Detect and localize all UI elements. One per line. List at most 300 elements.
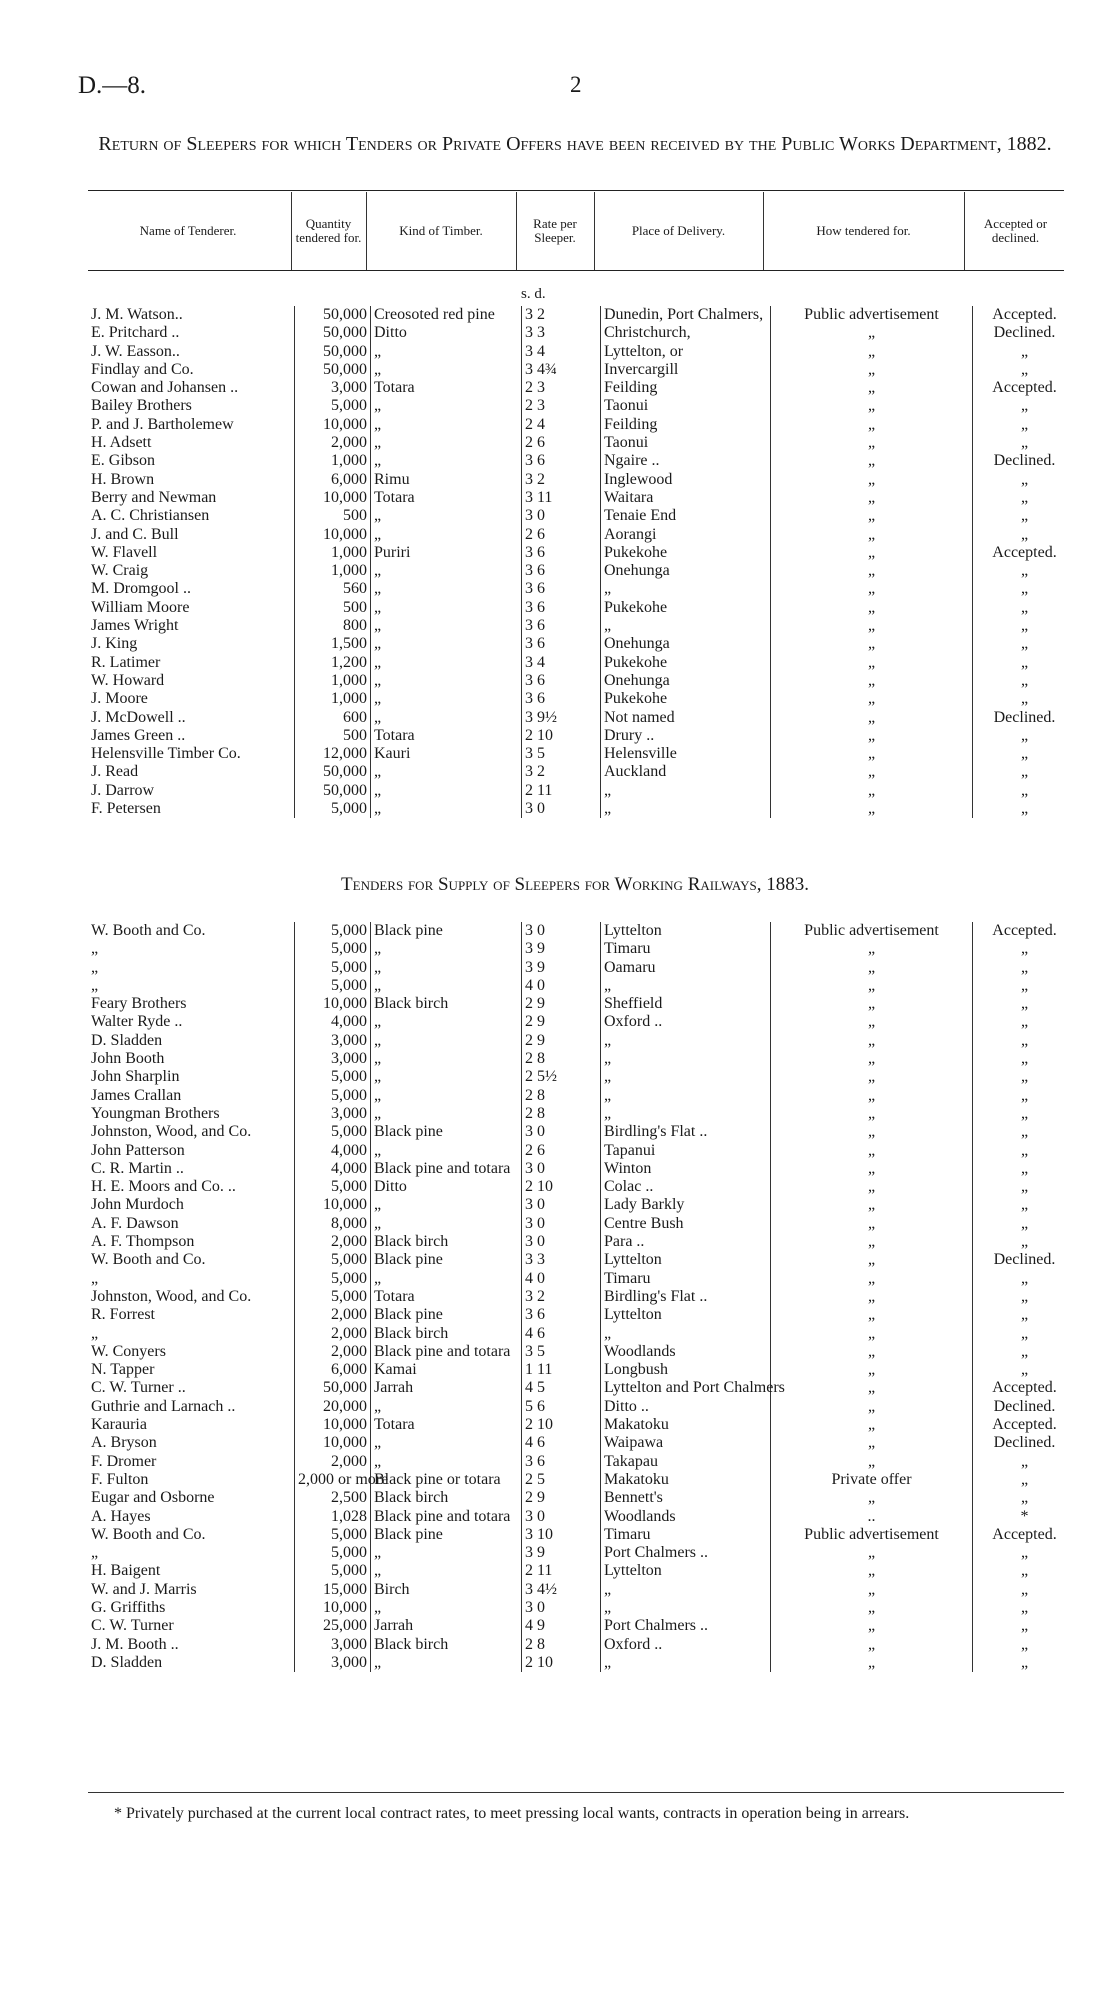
table-row: [88, 1581, 1076, 1599]
cell-name: A. F. Thompson: [91, 1233, 195, 1251]
table-row: [88, 324, 1076, 342]
cell-how: „: [771, 1398, 973, 1416]
cell-place: „: [604, 1653, 612, 1671]
cell-acc: „: [1020, 940, 1029, 958]
cell-acc: Declined.: [993, 1251, 1056, 1269]
cell-qty: 15,000: [295, 1581, 371, 1599]
cell-qty: 2,000: [295, 1325, 371, 1343]
cell-qty: 5,000: [295, 1562, 371, 1580]
cell-name: W. Craig: [91, 562, 149, 580]
cell-acc: Accepted.: [992, 1416, 1057, 1434]
cell-name: Findlay and Co.: [91, 360, 194, 378]
cell-kind: „: [374, 976, 382, 994]
cell-how: Private offer: [771, 1471, 973, 1489]
cell-rate: 4 5: [522, 1379, 601, 1397]
cell-name: E. Gibson: [91, 452, 155, 470]
cell-acc: „: [1020, 995, 1029, 1013]
cell-kind: „: [374, 940, 382, 958]
cell-rate: 3 6: [522, 1306, 601, 1324]
cell-name: J. McDowell ..: [91, 708, 186, 726]
cell-place: Colac ..: [604, 1178, 654, 1196]
cell-qty: 4,000: [295, 1142, 371, 1160]
cell-name: „: [91, 976, 99, 994]
cell-rate: 2 10: [522, 727, 601, 745]
cell-acc: „: [1020, 1324, 1029, 1342]
cell-rate: 3 4½: [522, 1581, 601, 1599]
cell-acc: *: [1020, 1507, 1029, 1525]
cell-name: W. Conyers: [91, 1342, 166, 1360]
cell-acc: „: [1020, 1196, 1029, 1214]
document-reference: D.—8.: [78, 72, 147, 99]
cell-place: Port Chalmers ..: [604, 1617, 708, 1635]
cell-rate: 2 9: [522, 1013, 601, 1031]
cell-rate: 3 3: [522, 324, 601, 342]
table-row: [88, 977, 1076, 995]
cell-rate: 3 3: [522, 1251, 601, 1269]
cell-rate: 3 0: [522, 1599, 601, 1617]
cell-how: „: [771, 489, 973, 507]
col-header-quantity: Quantity tendered for.: [295, 216, 362, 245]
cell-qty: 1,000: [295, 562, 371, 580]
cell-place: „: [604, 617, 612, 635]
table-row: [88, 1288, 1076, 1306]
cell-name: „: [91, 940, 99, 958]
cell-place: Lyttelton: [604, 922, 662, 939]
column-headers: [88, 192, 1064, 270]
cell-how: „: [771, 434, 973, 452]
cell-name: J. Moore: [91, 690, 148, 708]
cell-place: Bennett's: [604, 1489, 663, 1507]
cell-place: Drury ..: [604, 726, 655, 744]
cell-rate: 3 6: [522, 635, 601, 653]
cell-rate: 2 5: [522, 1471, 601, 1489]
cell-kind: „: [374, 1214, 382, 1232]
table-row: [88, 343, 1076, 361]
cell-place: Not named: [604, 708, 675, 726]
cell-rate: 2 10: [522, 1654, 601, 1672]
cell-kind: „: [374, 781, 382, 799]
cell-acc: „: [1020, 1269, 1029, 1287]
cell-acc: „: [1020, 598, 1029, 616]
cell-name: W. Howard: [91, 671, 165, 689]
cell-kind: „: [374, 653, 382, 671]
cell-how: „: [771, 526, 973, 544]
cell-how: „: [771, 324, 973, 342]
cell-how: „: [771, 1544, 973, 1562]
cell-place: Winton: [604, 1159, 652, 1177]
cell-how: „: [771, 977, 973, 995]
cell-rate: 2 8: [522, 1636, 601, 1654]
cell-how: „: [771, 1581, 973, 1599]
cell-kind: Ditto: [374, 1178, 407, 1196]
sleepers-1882-table: [88, 306, 1076, 818]
cell-kind: Puriri: [374, 543, 411, 561]
cell-acc: Accepted.: [992, 543, 1057, 561]
cell-kind: „: [374, 1086, 382, 1104]
cell-name: John Sharplin: [91, 1068, 180, 1086]
cell-name: W. and J. Marris: [91, 1580, 197, 1598]
cell-name: J. Darrow: [91, 781, 155, 799]
cell-kind: Black birch: [374, 1635, 449, 1653]
cell-acc: „: [1020, 1489, 1029, 1507]
cell-kind: „: [374, 598, 382, 616]
cell-place: Helensville: [604, 745, 677, 763]
cell-kind: „: [374, 1013, 382, 1031]
cell-place: „: [604, 1324, 612, 1342]
cell-place: Waitara: [604, 488, 654, 506]
cell-how: Public advertisement: [771, 922, 973, 940]
cell-acc: „: [1020, 1233, 1029, 1251]
cell-name: C. W. Turner: [91, 1617, 174, 1635]
cell-name: J. M. Watson..: [91, 306, 183, 323]
cell-name: H. Baigent: [91, 1562, 161, 1580]
cell-how: „: [771, 1142, 973, 1160]
cell-qty: 25,000: [295, 1617, 371, 1635]
cell-acc: „: [1020, 562, 1029, 580]
cell-rate: 3 6: [522, 580, 601, 598]
cell-place: Taonui: [604, 397, 649, 415]
cell-place: Longbush: [604, 1361, 668, 1379]
cell-name: Walter Ryde ..: [91, 1013, 183, 1031]
cell-place: Feilding: [604, 415, 658, 433]
cell-acc: „: [1020, 653, 1029, 671]
cell-kind: Totara: [374, 1416, 415, 1434]
page-number: 2: [570, 72, 582, 97]
cell-how: Public advertisement: [771, 1526, 973, 1544]
cell-kind: „: [374, 1269, 382, 1287]
table-row: [88, 1105, 1076, 1123]
cell-place: Lyttelton: [604, 1562, 662, 1580]
cell-place: Timaru: [604, 1269, 651, 1287]
cell-acc: „: [1020, 1361, 1029, 1379]
cell-name: E. Pritchard ..: [91, 324, 180, 342]
cell-place: „: [604, 1598, 612, 1616]
table-row: [88, 507, 1076, 525]
rate-units: s. d.: [521, 286, 546, 302]
cell-acc: „: [1020, 1214, 1029, 1232]
cell-how: „: [771, 599, 973, 617]
cell-rate: 3 0: [522, 1160, 601, 1178]
cell-rate: 4 0: [522, 1270, 601, 1288]
cell-rate: 4 6: [522, 1325, 601, 1343]
cell-acc: Accepted.: [992, 922, 1057, 939]
cell-qty: 10,000: [295, 1599, 371, 1617]
cell-rate: 3 4¾: [522, 361, 601, 379]
cell-name: N. Tapper: [91, 1361, 155, 1379]
cell-place: Lyttelton: [604, 1251, 662, 1269]
table-row: [88, 1489, 1076, 1507]
cell-rate: 2 3: [522, 397, 601, 415]
cell-qty: 3,000: [295, 1654, 371, 1672]
cell-rate: 4 9: [522, 1617, 601, 1635]
table-row: [88, 709, 1076, 727]
cell-kind: „: [374, 1050, 382, 1068]
cell-acc: „: [1020, 726, 1029, 744]
cell-qty: 5,000: [295, 1270, 371, 1288]
cell-how: „: [771, 1453, 973, 1471]
cell-qty: 10,000: [295, 416, 371, 434]
cell-how: „: [771, 763, 973, 781]
table-row: [88, 1050, 1076, 1068]
cell-how: „: [771, 1416, 973, 1434]
cell-rate: 2 10: [522, 1178, 601, 1196]
cell-how: „: [771, 1032, 973, 1050]
table-row: [88, 1379, 1076, 1397]
cell-rate: 3 5: [522, 745, 601, 763]
table-row: [88, 1306, 1076, 1324]
cell-kind: „: [374, 958, 382, 976]
cell-acc: „: [1020, 763, 1029, 781]
table-row: [88, 617, 1076, 635]
table-row: [88, 654, 1076, 672]
cell-acc: „: [1020, 1141, 1029, 1159]
table-row: [88, 526, 1076, 544]
cell-qty: 5,000: [295, 1178, 371, 1196]
cell-acc: „: [1020, 976, 1029, 994]
col-header-accepted: Accepted or declined.: [983, 216, 1048, 245]
cell-place: Sheffield: [604, 995, 663, 1013]
cell-name: „: [91, 958, 99, 976]
cell-kind: Black pine: [374, 1306, 443, 1324]
cell-place: Woodlands: [604, 1507, 676, 1525]
cell-place: Birdling's Flat ..: [604, 1287, 708, 1305]
cell-qty: 500: [295, 727, 371, 745]
cell-how: „: [771, 416, 973, 434]
cell-qty: 5,000: [295, 922, 371, 940]
cell-how: „: [771, 1050, 973, 1068]
cell-rate: 3 6: [522, 1453, 601, 1471]
cell-name: Eugar and Osborne: [91, 1489, 215, 1507]
cell-name: John Murdoch: [91, 1196, 184, 1214]
cell-place: „: [604, 976, 612, 994]
cell-acc: „: [1020, 1470, 1029, 1488]
cell-qty: 5,000: [295, 1087, 371, 1105]
cell-name: W. Booth and Co.: [91, 1525, 206, 1543]
table-row: [88, 1526, 1076, 1544]
table-row: [88, 599, 1076, 617]
cell-rate: 3 4: [522, 654, 601, 672]
cell-name: A. Hayes: [91, 1507, 151, 1525]
cell-qty: 5,000: [295, 940, 371, 958]
cell-kind: „: [374, 415, 382, 433]
cell-rate: 3 6: [522, 690, 601, 708]
cell-name: D. Sladden: [91, 1031, 163, 1049]
cell-kind: Black pine and totara: [374, 1507, 511, 1525]
cell-how: „: [771, 745, 973, 763]
cell-name: J. and C. Bull: [91, 525, 179, 543]
header-top-rule: [88, 190, 1064, 191]
cell-kind: „: [374, 690, 382, 708]
cell-kind: „: [374, 342, 382, 360]
cell-kind: „: [374, 434, 382, 452]
cell-how: „: [771, 562, 973, 580]
cell-place: Taonui: [604, 434, 649, 452]
cell-qty: 5,000: [295, 1068, 371, 1086]
table-row: [88, 1013, 1076, 1031]
table-row: [88, 1123, 1076, 1141]
cell-name: D. Sladden: [91, 1653, 163, 1671]
table-row: [88, 922, 1076, 940]
cell-acc: „: [1020, 1562, 1029, 1580]
cell-how: „: [771, 617, 973, 635]
table-row: [88, 763, 1076, 781]
cell-rate: 3 5: [522, 1343, 601, 1361]
cell-qty: 5,000: [295, 1288, 371, 1306]
cell-name: Berry and Newman: [91, 488, 217, 506]
cell-how: „: [771, 672, 973, 690]
cell-acc: „: [1020, 488, 1029, 506]
table-row: [88, 1160, 1076, 1178]
cell-acc: „: [1020, 800, 1029, 818]
table-row: [88, 1215, 1076, 1233]
cell-how: „: [771, 800, 973, 818]
cell-acc: „: [1020, 507, 1029, 525]
cell-kind: Totara: [374, 726, 415, 744]
cell-place: Ditto ..: [604, 1397, 649, 1415]
table-row: [88, 580, 1076, 598]
cell-acc: „: [1020, 1013, 1029, 1031]
cell-how: „: [771, 959, 973, 977]
col-header-rate: Rate per Sleeper.: [533, 216, 577, 245]
cell-kind: Black pine: [374, 1123, 443, 1141]
cell-rate: 2 9: [522, 1489, 601, 1507]
cell-how: „: [771, 1178, 973, 1196]
cell-place: Inglewood: [604, 470, 673, 488]
cell-how: ..: [771, 1508, 973, 1526]
cell-qty: 1,028: [295, 1508, 371, 1526]
cell-kind: „: [374, 671, 382, 689]
cell-how: „: [771, 654, 973, 672]
table-row: [88, 1270, 1076, 1288]
cell-acc: „: [1020, 1452, 1029, 1470]
cell-acc: „: [1020, 1159, 1029, 1177]
cell-kind: Black pine and totara: [374, 1159, 511, 1177]
cell-rate: 3 0: [522, 507, 601, 525]
cell-place: „: [604, 580, 612, 598]
cell-kind: Black pine or totara: [374, 1470, 501, 1488]
cell-rate: 1 11: [522, 1361, 601, 1379]
cell-place: Centre Bush: [604, 1214, 684, 1232]
cell-name: A. F. Dawson: [91, 1214, 179, 1232]
cell-place: „: [604, 1050, 612, 1068]
footnote: * Privately purchased at the current local contract rates, to meet pressing local wants, contracts in operation being in arrears.: [114, 1805, 910, 1822]
cell-place: Auckland: [604, 763, 667, 781]
cell-how: „: [771, 397, 973, 415]
cell-place: Oamaru: [604, 958, 656, 976]
cell-how: „: [771, 690, 973, 708]
cell-name: W. Flavell: [91, 543, 158, 561]
table-row: [88, 1178, 1076, 1196]
cell-name: James Crallan: [91, 1086, 182, 1104]
cell-place: Invercargill: [604, 360, 679, 378]
cell-kind: Totara: [374, 1287, 415, 1305]
cell-acc: „: [1020, 671, 1029, 689]
cell-kind: „: [374, 1653, 382, 1671]
cell-place: Feilding: [604, 379, 658, 397]
cell-name: P. and J. Bartholemew: [91, 415, 234, 433]
cell-acc: „: [1020, 360, 1029, 378]
cell-rate: 3 6: [522, 544, 601, 562]
cell-name: „: [91, 1544, 99, 1562]
cell-how: „: [771, 1599, 973, 1617]
cell-acc: „: [1020, 342, 1029, 360]
cell-rate: 2 11: [522, 782, 601, 800]
cell-kind: „: [374, 1104, 382, 1122]
cell-rate: 3 10: [522, 1526, 601, 1544]
cell-name: C. W. Turner ..: [91, 1379, 186, 1397]
cell-kind: Black birch: [374, 995, 449, 1013]
cell-qty: 10,000: [295, 1434, 371, 1452]
table-row: [88, 782, 1076, 800]
cell-how: „: [771, 1636, 973, 1654]
table-row: [88, 1562, 1076, 1580]
cell-name: „: [91, 1269, 99, 1287]
cell-name: J. M. Booth ..: [91, 1635, 179, 1653]
cell-how: „: [771, 940, 973, 958]
cell-name: R. Forrest: [91, 1306, 155, 1324]
cell-name: C. R. Martin ..: [91, 1159, 184, 1177]
cell-rate: 3 9: [522, 940, 601, 958]
cell-qty: 5,000: [295, 977, 371, 995]
cell-rate: 2 9: [522, 1032, 601, 1050]
cell-acc: „: [1020, 1635, 1029, 1653]
cell-how: „: [771, 1160, 973, 1178]
cell-place: Port Chalmers ..: [604, 1544, 708, 1562]
table-row: [88, 672, 1076, 690]
cell-kind: „: [374, 1544, 382, 1562]
return-title: Return of Sleepers for which Tenders or Private Offers have been received by the Public Works Department, 1882.: [98, 133, 1052, 155]
cell-qty: 50,000: [295, 324, 371, 342]
table-row: [88, 727, 1076, 745]
cell-qty: 5,000: [295, 1544, 371, 1562]
sleepers-1883-table: [88, 922, 1076, 1672]
cell-acc: Declined.: [993, 1397, 1056, 1415]
cell-rate: 3 6: [522, 672, 601, 690]
cell-place: Makatoku: [604, 1416, 669, 1434]
cell-acc: „: [1020, 1123, 1029, 1141]
cell-qty: 1,500: [295, 635, 371, 653]
cell-name: A. Bryson: [91, 1434, 157, 1452]
cell-acc: „: [1020, 1031, 1029, 1049]
cell-qty: 3,000: [295, 379, 371, 397]
cell-kind: Black pine: [374, 922, 443, 939]
cell-name: William Moore: [91, 598, 190, 616]
cell-place: Lady Barkly: [604, 1196, 685, 1214]
cell-qty: 1,000: [295, 452, 371, 470]
table-row: [88, 489, 1076, 507]
cell-name: H. Brown: [91, 470, 155, 488]
cell-qty: 2,000: [295, 1453, 371, 1471]
cell-rate: 2 6: [522, 526, 601, 544]
cell-kind: „: [374, 397, 382, 415]
cell-place: Pukekohe: [604, 543, 668, 561]
cell-kind: „: [374, 1141, 382, 1159]
cell-name: J. Read: [91, 763, 139, 781]
cell-place: Lyttelton and Port Chalmers: [604, 1379, 785, 1397]
cell-qty: 50,000: [295, 343, 371, 361]
cell-qty: 10,000: [295, 995, 371, 1013]
cell-rate: 2 6: [522, 1142, 601, 1160]
cell-place: Takapau: [604, 1452, 658, 1470]
cell-place: Timaru: [604, 940, 651, 958]
cell-kind: Totara: [374, 379, 415, 397]
cell-name: Feary Brothers: [91, 995, 187, 1013]
cell-acc: Declined.: [993, 324, 1056, 342]
table-row: [88, 1196, 1076, 1214]
table-row: [88, 1087, 1076, 1105]
table-row: [88, 1636, 1076, 1654]
table-row: [88, 1361, 1076, 1379]
